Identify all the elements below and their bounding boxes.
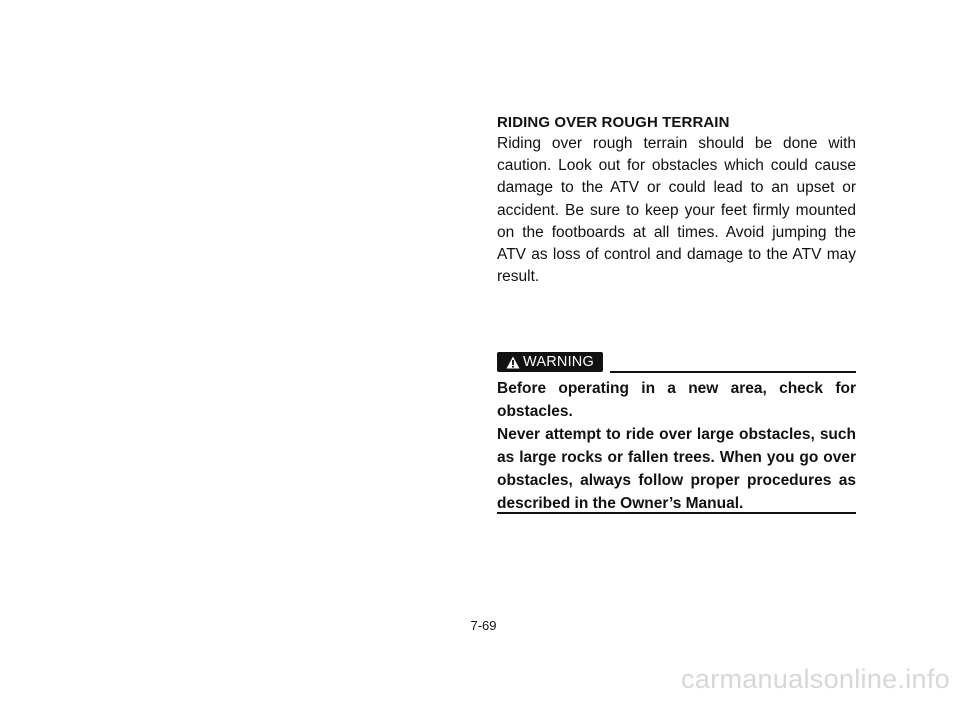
warning-top-rule: [610, 371, 856, 373]
section-paragraph: Riding over rough terrain should be done with caution. Look out for obstacles which could cause damage to the ATV or could lead to an upset or accident. Be sure to keep your feet firmly mounted on the footboards at all times. Avoid jumping the ATV as loss of control and damage to the ATV may result.: [497, 135, 856, 286]
warning-line-2: Never attempt to ride over large obstacles, such as large rocks or fallen trees. When you go over obstacles, always follow proper procedures as described in the Owner’s Manual.: [497, 426, 856, 512]
warning-line-1: Before operating in a new area, check for obstacles.: [497, 380, 856, 420]
warning-bottom-rule: [497, 512, 856, 514]
page-number-container: [0, 618, 960, 634]
warning-triangle-icon: [506, 356, 520, 369]
section-heading: RIDING OVER ROUGH TERRAIN: [497, 114, 730, 131]
warning-body: [497, 377, 856, 515]
warning-label: WARNING: [523, 354, 594, 370]
page-number: 7-69: [470, 618, 497, 633]
watermark-text: carmanualsonline.info: [681, 664, 950, 694]
warning-badge: [497, 352, 603, 372]
rough-terrain-section: [497, 112, 856, 288]
warning-header: [497, 352, 856, 374]
